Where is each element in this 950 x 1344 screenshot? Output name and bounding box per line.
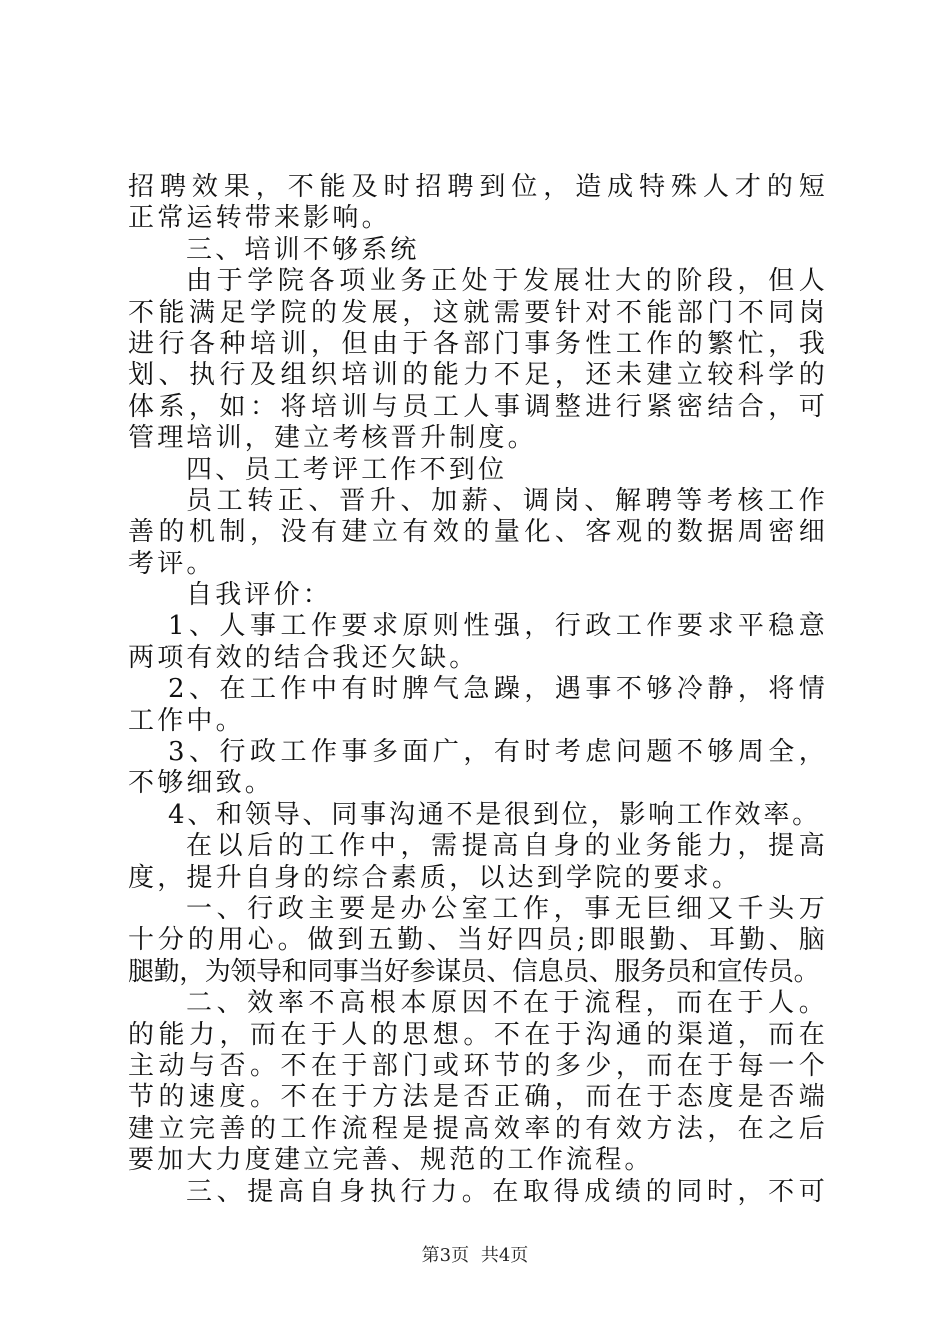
document-body <box>128 172 828 1208</box>
text-line: 节的速度。不在于方法是否正确，而在于态度是否端 <box>128 1082 828 1113</box>
text-line: 度，提升自身的综合素质，以达到学院的要求。 <box>128 862 742 893</box>
text-line: 体系，如：将培训与员工人事调整进行紧密结合，可 <box>128 391 828 422</box>
text-line: 不够细致。 <box>128 768 275 799</box>
text-line: 腿勤，为领导和同事当好参谋员、信息员、服务员和宣传员。 <box>128 956 820 987</box>
text-line: 在以后的工作中，需提高自身的业务能力，提高 <box>186 831 828 862</box>
text-line: 2、在工作中有时脾气急躁，遇事不够冷静，将情 <box>168 674 828 705</box>
text-line: 划、执行及组织培训的能力不足，还未建立较科学的 <box>128 360 828 391</box>
text-line: 1、人事工作要求原则性强，行政工作要求平稳意 <box>168 611 828 642</box>
text-line: 三、培训不够系统 <box>186 234 420 265</box>
page-total: 共4页 <box>480 1245 529 1266</box>
text-line: 要加大力度建立完善、规范的工作流程。 <box>128 1145 654 1176</box>
text-line: 不能满足学院的发展，这就需要针对不能部门不同岗 <box>128 297 828 328</box>
text-line: 正常运转带来影响。 <box>128 203 391 234</box>
page-footer <box>0 1241 950 1267</box>
text-line: 十分的用心。做到五勤、当好四员;即眼勤、耳勤、脑 <box>128 925 828 956</box>
text-line: 进行各种培训，但由于各部门事务性工作的繁忙，我 <box>128 328 828 359</box>
text-line: 善的机制，没有建立有效的量化、客观的数据周密细 <box>128 517 828 548</box>
text-line: 主动与否。不在于部门或环节的多少，而在于每一个 <box>128 1050 828 1081</box>
text-line: 招聘效果，不能及时招聘到位，造成特殊人才的短 <box>128 172 828 202</box>
text-line: 一、行政主要是办公室工作，事无巨细又千头万 <box>186 893 828 924</box>
text-line: 4、和领导、同事沟通不是很到位，影响工作效率。 <box>168 799 821 830</box>
text-line: 二、效率不高根本原因不在于流程，而在于人。 <box>186 988 828 1019</box>
text-line: 3、行政工作事多面广，有时考虑问题不够周全， <box>168 737 828 768</box>
text-line: 三、提高自身执行力。在取得成绩的同时，不可 <box>186 1176 828 1207</box>
text-line: 由于学院各项业务正处于发展壮大的阶段，但人 <box>186 266 828 297</box>
text-line: 自我评价： <box>186 580 333 611</box>
text-line: 工作中。 <box>128 705 245 736</box>
page-number: 第3页 <box>421 1245 470 1266</box>
text-line: 的能力，而在于人的思想。不在于沟通的渠道，而在 <box>128 1019 828 1050</box>
text-line: 员工转正、晋升、加薪、调岗、解聘等考核工作 <box>186 485 828 516</box>
text-line: 考评。 <box>128 548 216 579</box>
text-line: 建立完善的工作流程是提高效率的有效方法，在之后 <box>128 1113 828 1144</box>
text-line: 两项有效的结合我还欠缺。 <box>128 642 479 673</box>
text-line: 四、员工考评工作不到位 <box>186 454 508 485</box>
text-line: 管理培训，建立考核晋升制度。 <box>128 423 537 454</box>
